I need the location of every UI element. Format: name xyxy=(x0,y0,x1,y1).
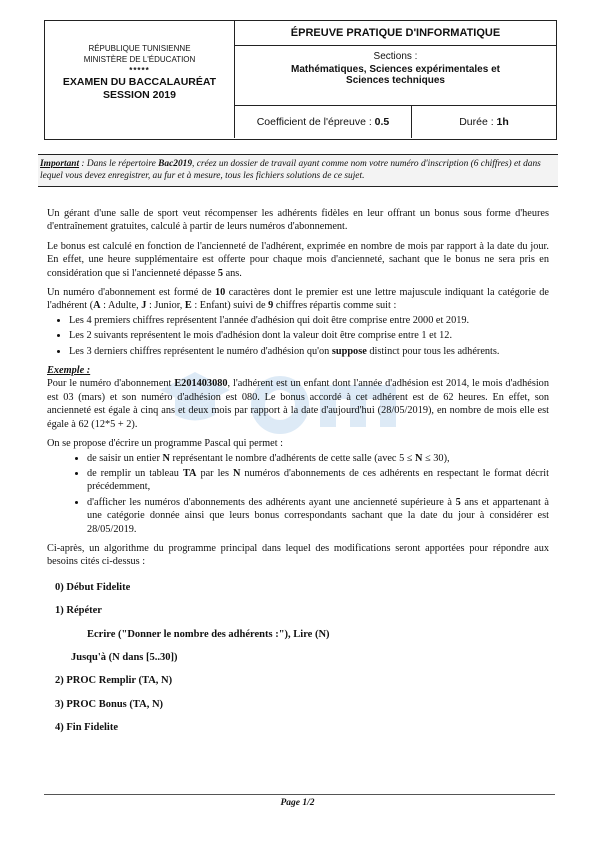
exam-session: SESSION 2019 xyxy=(103,89,176,101)
list-item-text-1: d'afficher les numéros d'abonnements des adhérents ayant une ancienneté supérieure à xyxy=(87,496,456,508)
paragraph-bonus-text-2: ans. xyxy=(223,267,242,279)
algo-line-1b: Jusqu'à (N dans [5..30]) xyxy=(71,651,178,663)
algo-line-0: 0) Début Fidelite xyxy=(55,581,131,593)
format-text-1: Un numéro d'abonnement est formé de xyxy=(47,287,216,299)
duration-label: Durée : xyxy=(459,116,497,128)
algo-line-4: 4) Fin Fidelite xyxy=(55,722,118,734)
algo-line-3: 3) PROC Bonus (TA, N) xyxy=(55,698,164,710)
coefficient-value: 0.5 xyxy=(374,116,390,128)
program-list xyxy=(47,452,549,536)
format-text-6: chiffres répartis comme suit : xyxy=(273,300,397,312)
sections-line-2: Sciences techniques xyxy=(346,75,445,86)
paragraph-bonus-text-1: Le bonus est calculé en fonction de l'ancienneté de l'adhérent, exprimée en nombre de mois par rapport à la date du jour. En effet, une heure supplémentaire est offerte pour chaque mois d'ancienneté, sachant que le bonus ne sera pris en considération que si l'ancienneté dépasse xyxy=(47,240,549,279)
list-item-text-2: représentant le nombre d'adhérents de cette salle (avec 5 ≤ xyxy=(169,452,416,464)
example-title: Exemple : xyxy=(47,365,91,377)
exam-body xyxy=(47,207,549,745)
header-details xyxy=(235,21,556,138)
format-cat-j: J xyxy=(141,300,147,312)
paragraph-algorithm: Ci-après, un algorithme du programme principal dans lequel des modifications seront apportées pour répondre aux besoins cités ci-dessus : xyxy=(47,542,549,568)
format-text-3: : Adulte, xyxy=(100,300,142,312)
format-text-5: : Enfant) suivi de xyxy=(191,300,269,312)
example-text-1: Pour le numéro d'abonnement xyxy=(47,378,175,390)
duration-cell xyxy=(412,106,556,138)
example-text-2: , l'adhérent est un enfant dont l'année d'adhésion est 2014, le mois d'adhésion est 03 (mars) et son numéro d'adhésion est 080. Le bonus accordé à cet adhérent est de 62 heures. En effet, son ancienneté est égale à cinq ans et deux mois par rapport à la date d'aujourd'hui (28/05/2019), en nombre de mois elle est égale à 62 (12*5 + 2). xyxy=(47,378,549,430)
list-item-text-2: par les xyxy=(196,467,233,479)
example-number: E201403080 xyxy=(174,378,228,390)
format-digit-count: 9 xyxy=(268,300,274,312)
list-item: • Les 4 premiers chiffres représentent l'année d'adhésion qui doit être comprise entre 2000 et 2019. xyxy=(69,314,549,327)
stars-divider: ***** xyxy=(129,66,150,75)
list-item-text-3: ≤ 30), xyxy=(422,452,450,464)
important-text-2: , créez un dossier de travail ayant comme nom votre numéro d'inscription (6 chiffres) et dans lequel vous devez enregistrer, au fur et à mesure, tous les fichiers solutions de ce sujet. xyxy=(40,159,541,181)
format-char-count: 10 xyxy=(215,287,226,299)
paragraph-format xyxy=(47,286,549,313)
sections-label: Sections : xyxy=(373,51,418,62)
list-item-text-3: numéros d'abonnements de ces adhérents en respectant le format décrit précédemment, xyxy=(87,467,549,493)
algo-line-1: 1) Répéter xyxy=(55,605,102,617)
duration-value: 1h xyxy=(496,116,509,128)
list-item-bold: suppose xyxy=(331,345,367,357)
algo-line-1a: Ecrire ("Donner le nombre des adhérents :"), Lire (N) xyxy=(87,628,330,640)
footer-divider xyxy=(44,794,555,795)
algo-line-2: 2) PROC Remplir (TA, N) xyxy=(55,675,173,687)
list-item: • Les 2 suivants représentent le mois d'adhésion dont la valeur doit être comprise entre 1 et 12. xyxy=(69,329,549,342)
format-text-2: caractères dont le premier est une lettre majuscule indiquant la catégorie de l'adhérent ( xyxy=(47,287,549,312)
list-item xyxy=(87,496,549,536)
page-number: Page 1/2 xyxy=(280,798,315,808)
sections-cell xyxy=(235,46,556,106)
paragraph-bonus xyxy=(47,240,549,280)
list-item xyxy=(69,345,549,358)
paragraph-intro: Un gérant d'une salle de sport veut récompenser les adhérents fidèles en leur offrant un bonus sous forme d'heures d'entraînement gratuites, calculé à partir de leurs numéros d'abonnement. xyxy=(47,208,549,233)
example-paragraph xyxy=(47,377,549,431)
list-item-n2: N xyxy=(415,452,423,464)
exam-header xyxy=(44,20,557,140)
sections-line-1: Mathématiques, Sciences expérimentales et xyxy=(291,64,500,75)
exam-title: ÉPREUVE PRATIQUE D'INFORMATIQUE xyxy=(235,21,556,46)
list-item-text-2: ans et appartenant à une catégorie donnée ainsi que leurs bonus correspondants sachant que la date du jour à considérer est 28/05/2019. xyxy=(87,496,549,535)
algorithm-block xyxy=(47,581,549,735)
important-note xyxy=(38,154,558,187)
list-item-ta: TA xyxy=(182,467,197,479)
ministry-name: MINISTÈRE DE L'ÉDUCATION xyxy=(83,55,196,64)
important-folder: Bac2019 xyxy=(158,159,193,169)
country-name: RÉPUBLIQUE TUNISIENNE xyxy=(88,44,191,53)
format-list xyxy=(47,314,549,358)
important-text-1: : Dans le répertoire xyxy=(79,159,159,169)
coefficient-label: Coefficient de l'épreuve : xyxy=(256,116,375,128)
format-cat-a: A xyxy=(93,300,101,312)
format-cat-e: E xyxy=(184,300,192,312)
list-item-text-2: distinct pour tous les adhérents. xyxy=(366,345,500,357)
list-item xyxy=(87,467,549,494)
format-text-4: : Junior, xyxy=(146,300,185,312)
list-item-n: N xyxy=(162,452,170,464)
exam-name: EXAMEN DU BACCALAURÉAT xyxy=(62,76,217,88)
list-item xyxy=(87,452,549,465)
important-label: Important xyxy=(40,159,80,169)
paragraph-bonus-years: 5 xyxy=(217,267,223,279)
list-item-text-1: Les 3 derniers chiffres représentent le numéro d'adhésion qu'on xyxy=(69,345,332,357)
header-institution xyxy=(45,21,235,138)
list-item-n: N xyxy=(232,467,241,479)
coefficient-cell xyxy=(235,106,412,138)
list-item-text-1: de remplir un tableau xyxy=(87,467,183,479)
list-item-text-1: de saisir un entier xyxy=(87,452,163,464)
paragraph-program: On se propose d'écrire un programme Pascal qui permet : xyxy=(47,438,284,450)
list-item-bold: 5 xyxy=(455,496,461,508)
